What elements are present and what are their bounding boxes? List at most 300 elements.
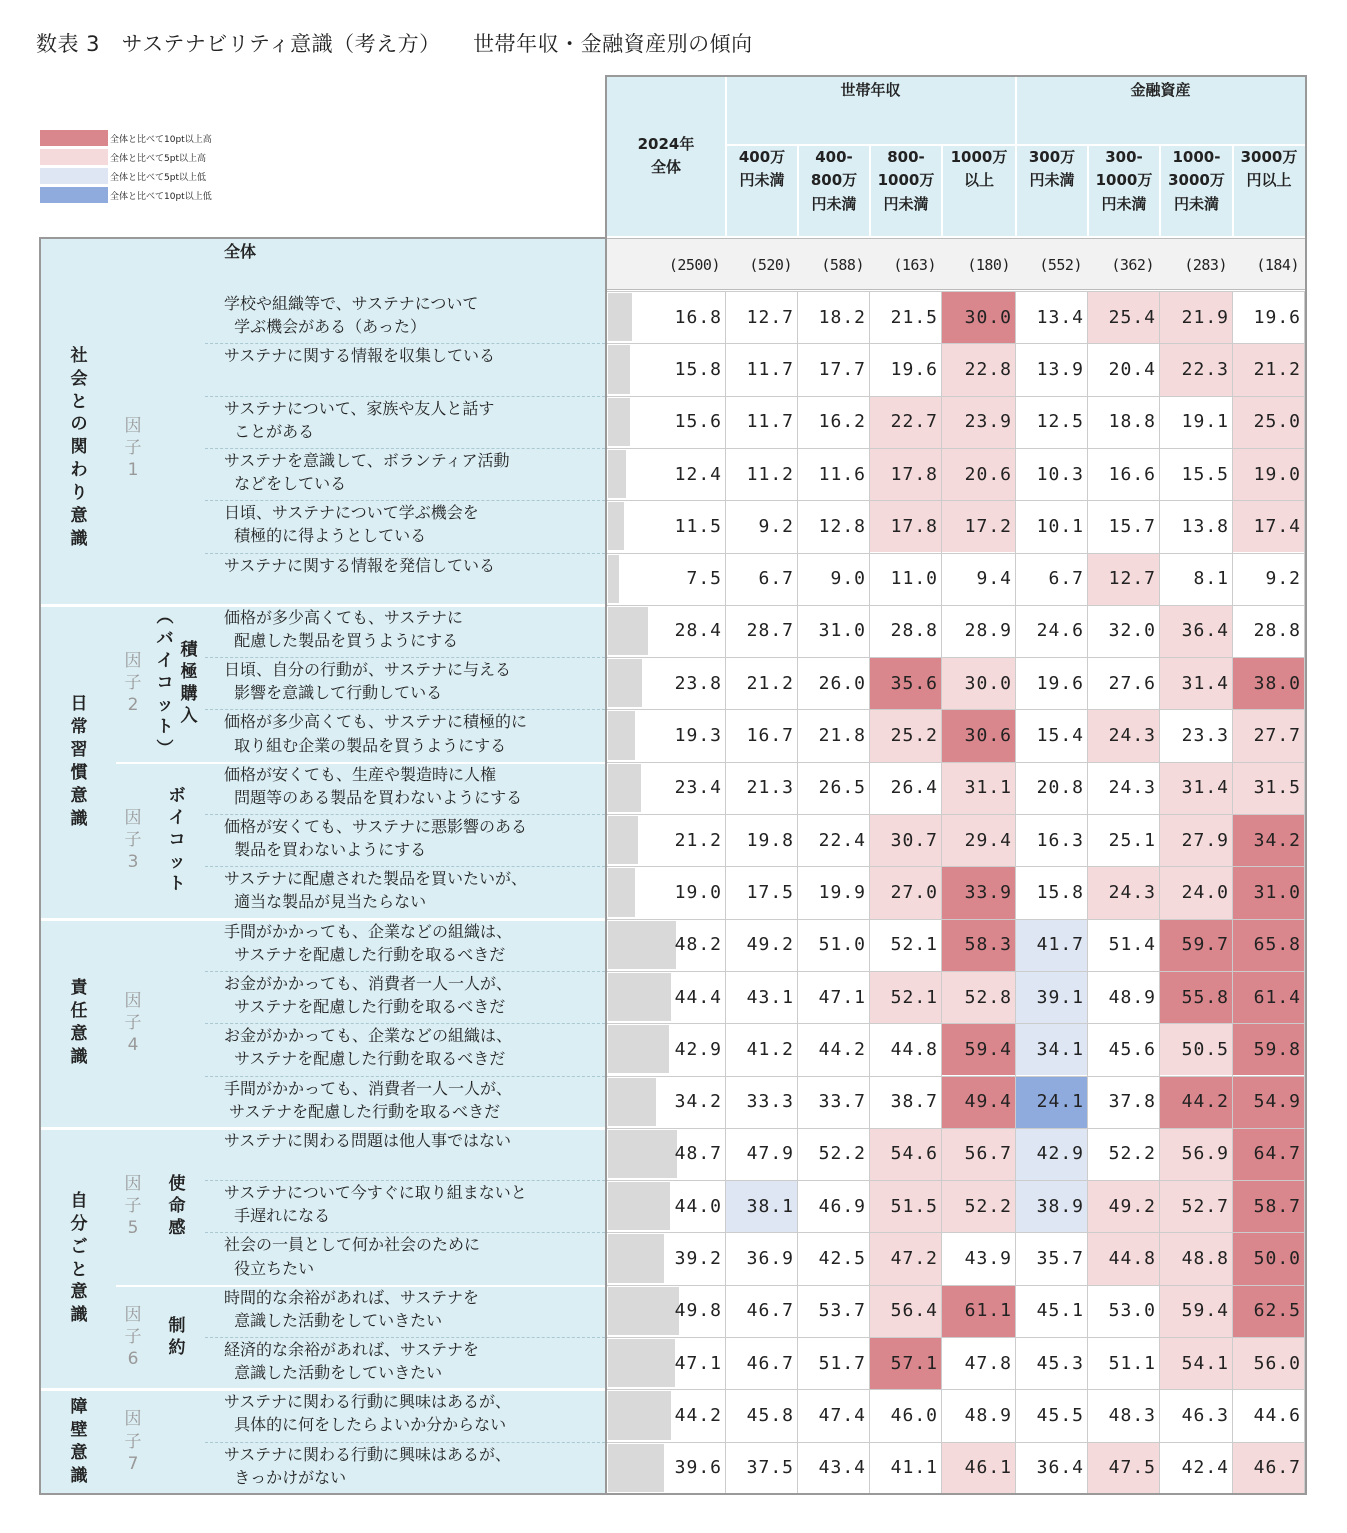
value-cell: 44.2 xyxy=(1160,1076,1233,1128)
value-cell: 29.4 xyxy=(942,814,1016,866)
value-cell: 35.6 xyxy=(870,657,942,709)
group-label: 自 分 ご と 意 識 xyxy=(70,1190,88,1326)
row-separator xyxy=(205,1180,605,1181)
value-cell: 21.8 xyxy=(798,709,870,761)
grid-line xyxy=(606,1023,1306,1024)
row-item-label: 手間がかかっても、消費者一人一人が、 サステナを配慮した行動を取るべきだ xyxy=(224,1078,513,1121)
value-cell: 50.0 xyxy=(1233,1232,1305,1284)
grid-line xyxy=(941,291,942,1494)
overall-value: 19.3 xyxy=(674,725,722,747)
legend-swatch xyxy=(40,130,108,146)
value-cell: 59.8 xyxy=(1233,1023,1305,1075)
row-item-label: 価格が多少高くても、サステナに 配慮した製品を買うようにする xyxy=(224,607,464,650)
row-item-label: サステナに関する情報を発信している xyxy=(224,555,496,575)
legend-label: 全体と比べて10pt以上高 xyxy=(110,134,212,145)
value-cell: 6.7 xyxy=(1016,553,1088,605)
value-cell: 46.7 xyxy=(726,1337,798,1389)
value-cell: 19.6 xyxy=(1016,657,1088,709)
value-cell: 23.9 xyxy=(942,396,1016,448)
value-cell: 21.2 xyxy=(1233,343,1305,395)
grid-line xyxy=(797,291,798,1494)
overall-value: 12.4 xyxy=(674,463,722,485)
value-cell: 50.5 xyxy=(1160,1023,1233,1075)
header-column-divider xyxy=(869,146,871,236)
grid-line xyxy=(1232,291,1233,1494)
value-cell: 54.1 xyxy=(1160,1337,1233,1389)
overall-value: 44.2 xyxy=(674,1404,722,1426)
value-cell: 61.1 xyxy=(942,1285,1016,1337)
value-cell: 49.2 xyxy=(1088,1180,1160,1232)
grid-line xyxy=(606,971,1306,972)
value-cell: 10.3 xyxy=(1016,448,1088,500)
row-separator xyxy=(205,1023,605,1024)
grid-line xyxy=(606,448,1306,449)
value-cell: 9.0 xyxy=(798,553,870,605)
value-cell: 17.8 xyxy=(870,500,942,552)
row-item-label: 価格が多少高くても、サステナに積極的に 取り組む企業の製品を買うようにする xyxy=(224,712,528,755)
factor-label: 因 子 6 xyxy=(124,1304,142,1370)
value-cell: 11.2 xyxy=(726,448,798,500)
value-cell: 24.6 xyxy=(1016,605,1088,657)
value-cell: 25.0 xyxy=(1233,396,1305,448)
value-cell: 48.8 xyxy=(1160,1232,1233,1284)
value-cell: 36.4 xyxy=(1016,1442,1088,1494)
grid-line xyxy=(1087,291,1088,1494)
row-separator xyxy=(205,866,605,867)
row-separator xyxy=(205,814,605,815)
value-cell: 35.7 xyxy=(1016,1232,1088,1284)
row-item-label: サステナについて、家族や友人と話す ことがある xyxy=(224,398,495,441)
value-cell: 15.7 xyxy=(1088,500,1160,552)
value-cell: 9.2 xyxy=(726,500,798,552)
value-cell: 21.9 xyxy=(1160,291,1233,343)
value-cell: 19.6 xyxy=(870,343,942,395)
value-cell: 30.7 xyxy=(870,814,942,866)
value-cell: 16.2 xyxy=(798,396,870,448)
value-cell: 18.8 xyxy=(1088,396,1160,448)
row-separator xyxy=(205,448,605,449)
row-item-label: サステナに関わる行動に興味はあるが、 具体的に何をしたらよいか分からない xyxy=(224,1392,512,1435)
grid-line xyxy=(606,919,1306,920)
value-cell: 13.9 xyxy=(1016,343,1088,395)
header-column: 300- 1000万 円未満 xyxy=(1095,148,1153,213)
value-cell: 28.8 xyxy=(870,605,942,657)
grid-line xyxy=(725,291,726,1494)
value-cell: 19.9 xyxy=(798,866,870,918)
row-item-label: サステナに関わる問題は他人事ではない xyxy=(224,1130,512,1150)
value-cell: 43.9 xyxy=(942,1232,1016,1284)
value-cell: 45.5 xyxy=(1016,1389,1088,1441)
grid-line xyxy=(606,1494,1306,1495)
factor-label: 因 子 3 xyxy=(124,808,142,873)
value-cell: 36.9 xyxy=(726,1232,798,1284)
grid-line xyxy=(606,500,1306,501)
value-cell: 24.3 xyxy=(1088,709,1160,761)
factor-label: 因 子 4 xyxy=(124,991,142,1056)
value-cell: 44.6 xyxy=(1233,1389,1305,1441)
value-cell: 22.4 xyxy=(798,814,870,866)
value-cell: 12.7 xyxy=(726,291,798,343)
row-separator xyxy=(205,553,605,554)
value-cell: 43.4 xyxy=(798,1442,870,1494)
value-cell: 6.7 xyxy=(726,553,798,605)
totals-value: (180) xyxy=(967,256,1010,274)
value-cell: 12.5 xyxy=(1016,396,1088,448)
value-cell: 47.2 xyxy=(870,1232,942,1284)
grid-line xyxy=(1304,291,1305,1494)
row-item-label: 手間がかかっても、企業などの組織は、 サステナを配慮した行動を取るべきだ xyxy=(224,921,513,964)
factor-sublabel: ︵ バ イ コ ッ ト ︶ xyxy=(156,606,174,760)
row-item-label: 価格が安くても、サステナに悪影響のある 製品を買わないようにする xyxy=(224,817,528,860)
value-cell: 26.5 xyxy=(798,762,870,814)
value-cell: 48.9 xyxy=(942,1389,1016,1441)
value-cell: 34.1 xyxy=(1016,1023,1088,1075)
header-group-assets: 金融資産 xyxy=(1130,81,1191,100)
totals-value: (588) xyxy=(821,256,864,274)
row-separator xyxy=(205,396,605,397)
value-cell: 16.3 xyxy=(1016,814,1088,866)
legend-item xyxy=(40,130,212,146)
value-cell: 26.4 xyxy=(870,762,942,814)
overall-value: 47.1 xyxy=(674,1352,722,1374)
value-cell: 49.2 xyxy=(726,919,798,971)
value-cell: 27.7 xyxy=(1233,709,1305,761)
value-cell: 56.0 xyxy=(1233,1337,1305,1389)
factor-sublabel: ボ イ コ ッ ト xyxy=(168,785,186,895)
value-cell: 21.2 xyxy=(726,657,798,709)
row-item-label: 社会の一員として何か社会のために 役立ちたい xyxy=(224,1235,481,1278)
value-cell: 51.0 xyxy=(798,919,870,971)
value-cell: 19.8 xyxy=(726,814,798,866)
value-cell: 46.7 xyxy=(726,1285,798,1337)
value-cell: 8.1 xyxy=(1160,553,1233,605)
value-cell: 13.4 xyxy=(1016,291,1088,343)
value-cell: 52.2 xyxy=(942,1180,1016,1232)
overall-value: 48.7 xyxy=(674,1143,722,1165)
value-cell: 53.0 xyxy=(1088,1285,1160,1337)
value-cell: 30.6 xyxy=(942,709,1016,761)
group-label: 障 壁 意 識 xyxy=(70,1396,88,1486)
value-cell: 48.9 xyxy=(1088,971,1160,1023)
value-cell: 46.3 xyxy=(1160,1389,1233,1441)
row-separator xyxy=(205,500,605,501)
value-cell: 16.7 xyxy=(726,709,798,761)
row-separator xyxy=(205,1232,605,1233)
value-cell: 41.7 xyxy=(1016,919,1088,971)
grid-line xyxy=(606,291,607,1494)
value-cell: 23.3 xyxy=(1160,709,1233,761)
value-cell: 24.1 xyxy=(1016,1076,1088,1128)
row-item-label: サステナについて今すぐに取り組まないと 手遅れになる xyxy=(224,1183,527,1226)
value-cell: 51.1 xyxy=(1088,1337,1160,1389)
value-cell: 33.7 xyxy=(798,1076,870,1128)
value-cell: 11.7 xyxy=(726,343,798,395)
page-title: 数表 3 サステナビリティ意識（考え方） 世帯年収・金融資産別の傾向 xyxy=(36,32,753,56)
value-cell: 55.8 xyxy=(1160,971,1233,1023)
value-cell: 45.1 xyxy=(1016,1285,1088,1337)
value-cell: 44.8 xyxy=(870,1023,942,1075)
value-cell: 31.0 xyxy=(1233,866,1305,918)
value-cell: 19.1 xyxy=(1160,396,1233,448)
value-cell: 52.7 xyxy=(1160,1180,1233,1232)
row-separator xyxy=(205,1337,605,1338)
value-cell: 45.3 xyxy=(1016,1337,1088,1389)
value-cell: 17.2 xyxy=(942,500,1016,552)
value-cell: 12.7 xyxy=(1088,553,1160,605)
row-item-label: サステナを意識して、ボランティア活動 などをしている xyxy=(224,450,510,494)
value-cell: 36.4 xyxy=(1160,605,1233,657)
value-cell: 45.8 xyxy=(726,1389,798,1441)
row-item-label: 学校や組織等で、サステナについて 学ぶ機会がある（あった） xyxy=(224,294,479,337)
grid-line xyxy=(606,396,1306,397)
value-cell: 20.8 xyxy=(1016,762,1088,814)
value-cell: 46.1 xyxy=(942,1442,1016,1494)
header-overall: 2024年 全体 xyxy=(637,134,695,176)
factor-sublabel: 使 命 感 xyxy=(168,1174,186,1239)
value-cell: 27.9 xyxy=(1160,814,1233,866)
row-item-label: 経済的な余裕があれば、サステナを 意識した活動をしていきたい xyxy=(224,1340,480,1383)
value-cell: 15.5 xyxy=(1160,448,1233,500)
value-cell: 47.8 xyxy=(942,1337,1016,1389)
value-cell: 65.8 xyxy=(1233,919,1305,971)
value-cell: 52.2 xyxy=(798,1128,870,1180)
row-separator xyxy=(205,343,605,344)
grid-line xyxy=(606,1076,1306,1077)
totals-label: 全体 xyxy=(224,242,257,261)
header-column-divider xyxy=(1159,146,1161,236)
overall-value: 16.8 xyxy=(674,306,722,328)
grid-line xyxy=(606,1442,1306,1443)
value-cell: 52.2 xyxy=(1088,1128,1160,1180)
header-column-divider xyxy=(725,76,727,236)
row-item-label: お金がかかっても、企業などの組織は、 サステナを配慮した行動を取るべきだ xyxy=(224,1026,513,1069)
header-column-divider xyxy=(1232,146,1234,236)
value-cell: 48.3 xyxy=(1088,1389,1160,1441)
value-cell: 27.6 xyxy=(1088,657,1160,709)
value-cell: 59.4 xyxy=(942,1023,1016,1075)
value-cell: 31.5 xyxy=(1233,762,1305,814)
totals-value: (362) xyxy=(1111,256,1154,274)
value-cell: 43.1 xyxy=(726,971,798,1023)
grid-line xyxy=(606,657,1306,658)
factor-separator xyxy=(116,1285,606,1287)
legend-label: 全体と比べて5pt以上低 xyxy=(110,172,206,183)
value-cell: 56.7 xyxy=(942,1128,1016,1180)
value-cell: 20.6 xyxy=(942,448,1016,500)
value-cell: 25.1 xyxy=(1088,814,1160,866)
value-cell: 52.1 xyxy=(870,919,942,971)
overall-value: 34.2 xyxy=(674,1091,722,1113)
header-column: 400- 800万 円未満 xyxy=(810,148,858,213)
value-cell: 30.0 xyxy=(942,291,1016,343)
value-cell: 19.6 xyxy=(1233,291,1305,343)
value-cell: 17.8 xyxy=(870,448,942,500)
row-separator xyxy=(205,709,605,710)
grid-line xyxy=(606,709,1306,710)
header-column-divider xyxy=(1087,146,1089,236)
row-item-label: サステナに関わる行動に興味はあるが、 きっかけがない xyxy=(224,1444,512,1487)
overall-value: 15.8 xyxy=(674,358,722,380)
row-separator xyxy=(205,971,605,972)
grid-line xyxy=(606,762,1306,763)
grid-line xyxy=(606,1232,1306,1233)
value-cell: 16.6 xyxy=(1088,448,1160,500)
grid-line xyxy=(606,1180,1306,1181)
value-cell: 59.4 xyxy=(1160,1285,1233,1337)
value-cell: 33.9 xyxy=(942,866,1016,918)
overall-value: 7.5 xyxy=(686,568,722,590)
legend-item xyxy=(40,187,212,203)
overall-value: 39.2 xyxy=(674,1248,722,1270)
value-cell: 33.3 xyxy=(726,1076,798,1128)
value-cell: 38.7 xyxy=(870,1076,942,1128)
value-cell: 26.0 xyxy=(798,657,870,709)
group-separator xyxy=(40,604,606,607)
row-separator xyxy=(205,657,605,658)
value-cell: 37.8 xyxy=(1088,1076,1160,1128)
overall-value: 28.4 xyxy=(674,620,722,642)
factor-label: 因 子 5 xyxy=(124,1174,142,1239)
row-item-label: サステナに配慮された製品を買いたいが、 適当な製品が見当たらない xyxy=(224,869,528,912)
group-label: 責 任 意 識 xyxy=(70,978,88,1068)
overall-value: 44.0 xyxy=(674,1195,722,1217)
value-cell: 20.4 xyxy=(1088,343,1160,395)
value-cell: 62.5 xyxy=(1233,1285,1305,1337)
value-cell: 51.7 xyxy=(798,1337,870,1389)
value-cell: 64.7 xyxy=(1233,1128,1305,1180)
value-cell: 52.1 xyxy=(870,971,942,1023)
value-cell: 28.9 xyxy=(942,605,1016,657)
grid-line xyxy=(606,1337,1306,1338)
value-cell: 21.5 xyxy=(870,291,942,343)
value-cell: 25.2 xyxy=(870,709,942,761)
header-column: 300万 円未満 xyxy=(1028,148,1076,190)
value-cell: 17.5 xyxy=(726,866,798,918)
value-cell: 47.9 xyxy=(726,1128,798,1180)
value-cell: 21.3 xyxy=(726,762,798,814)
legend-label: 全体と比べて10pt以上低 xyxy=(110,191,212,202)
header-column: 1000- 3000万 円未満 xyxy=(1168,148,1225,213)
value-cell: 56.4 xyxy=(870,1285,942,1337)
value-cell: 31.4 xyxy=(1160,657,1233,709)
value-cell: 30.0 xyxy=(942,657,1016,709)
row-item-label: 日頃、サステナについて学ぶ機会を 積極的に得ようとしている xyxy=(224,503,479,546)
row-item-label: 価格が安くても、生産や製造時に人権 問題等のある製品を買わないようにする xyxy=(224,764,523,807)
value-cell: 51.5 xyxy=(870,1180,942,1232)
value-cell: 57.1 xyxy=(870,1337,942,1389)
totals-value: (520) xyxy=(749,256,792,274)
value-cell: 46.0 xyxy=(870,1389,942,1441)
value-cell: 38.1 xyxy=(726,1180,798,1232)
value-cell: 58.7 xyxy=(1233,1180,1305,1232)
overall-value: 48.2 xyxy=(674,934,722,956)
grid-line xyxy=(1015,291,1016,1494)
factor-label: 因 子 1 xyxy=(124,415,142,480)
value-cell: 11.7 xyxy=(726,396,798,448)
legend-swatch xyxy=(40,149,108,165)
value-cell: 12.8 xyxy=(798,500,870,552)
overall-value: 44.4 xyxy=(674,986,722,1008)
color-legend xyxy=(40,130,212,206)
value-cell: 17.4 xyxy=(1233,500,1305,552)
grid-line xyxy=(606,1285,1306,1286)
grid-line xyxy=(606,814,1306,815)
grid-line xyxy=(606,866,1306,867)
grid-line xyxy=(606,291,1306,292)
value-cell: 58.3 xyxy=(942,919,1016,971)
header-column: 400万 円未満 xyxy=(738,148,786,190)
value-cell: 18.2 xyxy=(798,291,870,343)
value-cell: 31.4 xyxy=(1160,762,1233,814)
totals-value: (163) xyxy=(893,256,936,274)
row-item-label: お金がかかっても、消費者一人一人が、 サステナを配慮した行動を取るべきだ xyxy=(224,973,513,1017)
value-cell: 42.4 xyxy=(1160,1442,1233,1494)
value-cell: 13.8 xyxy=(1160,500,1233,552)
header-column-divider xyxy=(1015,76,1017,236)
value-cell: 47.5 xyxy=(1088,1442,1160,1494)
grid-line xyxy=(606,1128,1306,1129)
factor-separator xyxy=(116,762,606,764)
value-cell: 56.9 xyxy=(1160,1128,1233,1180)
value-cell: 46.9 xyxy=(798,1180,870,1232)
legend-item xyxy=(40,168,212,184)
legend-swatch xyxy=(40,168,108,184)
value-cell: 41.2 xyxy=(726,1023,798,1075)
value-cell: 45.6 xyxy=(1088,1023,1160,1075)
value-cell: 11.6 xyxy=(798,448,870,500)
value-cell: 44.8 xyxy=(1088,1232,1160,1284)
group-separator xyxy=(40,1127,606,1130)
group-separator xyxy=(40,918,606,921)
value-cell: 22.8 xyxy=(942,343,1016,395)
overall-value: 15.6 xyxy=(674,411,722,433)
row-separator xyxy=(205,1076,605,1077)
legend-swatch xyxy=(40,187,108,203)
header-group-income: 世帯年収 xyxy=(840,81,901,100)
legend-label: 全体と比べて5pt以上高 xyxy=(110,153,206,164)
value-cell: 24.3 xyxy=(1088,866,1160,918)
value-cell: 53.7 xyxy=(798,1285,870,1337)
value-cell: 54.6 xyxy=(870,1128,942,1180)
grid-line xyxy=(606,343,1306,344)
value-cell: 34.2 xyxy=(1233,814,1305,866)
value-cell: 38.9 xyxy=(1016,1180,1088,1232)
overall-value: 11.5 xyxy=(674,515,722,537)
value-cell: 25.4 xyxy=(1088,291,1160,343)
group-label: 社 会 と の 関 わ り 意 識 xyxy=(70,345,88,550)
value-cell: 10.1 xyxy=(1016,500,1088,552)
factor-sublabel: 積 極 購 入 xyxy=(180,640,198,727)
value-cell: 54.9 xyxy=(1233,1076,1305,1128)
header-column: 1000万 以上 xyxy=(950,148,1008,190)
totals-value: (552) xyxy=(1039,256,1082,274)
value-cell: 51.4 xyxy=(1088,919,1160,971)
row-item-label: 日頃、自分の行動が、サステナに与える 影響を意識して行動している xyxy=(224,660,512,703)
value-cell: 17.7 xyxy=(798,343,870,395)
header-column-divider xyxy=(941,146,943,236)
value-cell: 39.1 xyxy=(1016,971,1088,1023)
overall-value: 19.0 xyxy=(674,881,722,903)
value-cell: 42.9 xyxy=(1016,1128,1088,1180)
value-cell: 27.0 xyxy=(870,866,942,918)
legend-item xyxy=(40,149,212,165)
grid-line xyxy=(1159,291,1160,1494)
totals-value: (283) xyxy=(1184,256,1227,274)
value-cell: 38.0 xyxy=(1233,657,1305,709)
grid-line xyxy=(606,605,1306,606)
overall-value: 39.6 xyxy=(674,1457,722,1479)
factor-sublabel: 制 約 xyxy=(168,1315,186,1358)
